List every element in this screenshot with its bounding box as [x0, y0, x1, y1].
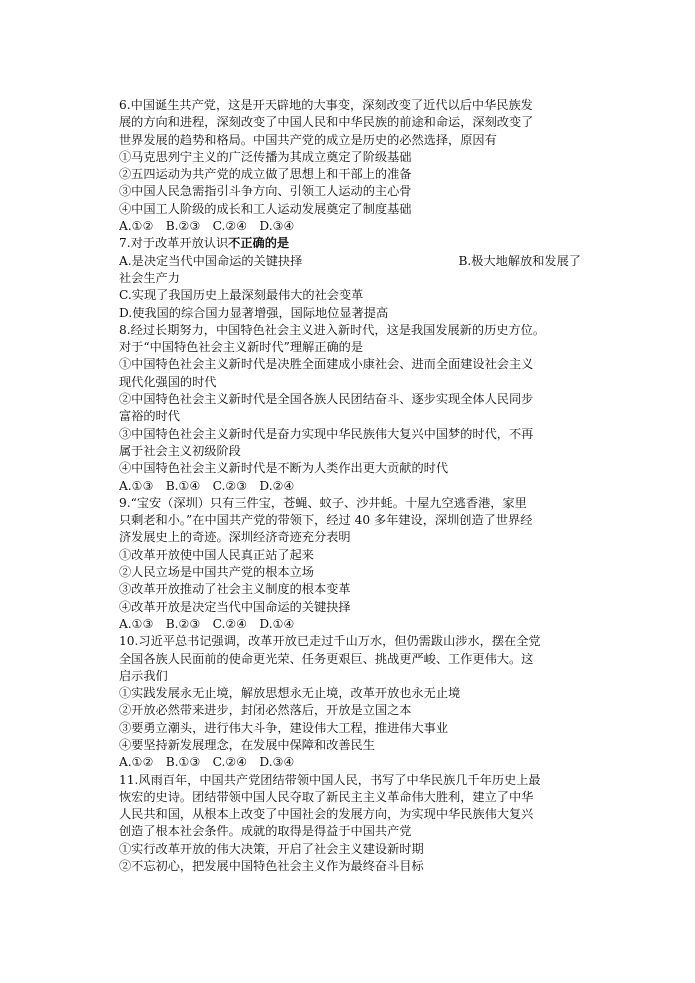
- q8-stem-line: 对于“中国特色社会主义新时代”理解正确的是: [119, 340, 364, 355]
- q11-stem-line: 创造了根本社会条件。成就的取得是得益于中国共产党: [119, 824, 412, 839]
- q9-stem-line: 9.“宝安（深圳）只有三件宝，苍蝇、蚊子、沙井蚝。十屋九空逃香港，家里: [119, 495, 527, 510]
- q10-item: ②开放必然带来进步，封闭必然落后，开放是立国之本: [119, 703, 412, 718]
- q6-item: ③中国人民急需指引斗争方向、引领工人运动的主心骨: [119, 184, 412, 199]
- q7-option-b-continued: 社会生产力: [119, 270, 180, 285]
- q9-stem-line: 济发展史上的奇迹。深圳经济奇迹充分表明: [119, 530, 351, 545]
- q7-options-row: [119, 253, 581, 270]
- q11-item: ①实行改革开放的伟大决策，开启了社会主义建设新时期: [119, 841, 424, 856]
- q8-item: ②中国特色社会主义新时代是全国各族人民团结奋斗、逐步实现全体人民同步: [119, 392, 534, 407]
- q11-stem-line: 11.风雨百年，中国共产党团结带领中国人民，书写了中华民族几千年历史上最: [119, 772, 541, 787]
- q10-item: ①实践发展永无止境，解放思想永无止境，改革开放也永无止境: [119, 686, 461, 701]
- q7-option-a: A.是决定当代中国命运的关键抉择: [119, 253, 303, 268]
- q9-item: ①改革开放使中国人民真正站了起来: [119, 547, 314, 562]
- q11-stem-line: 恢宏的史诗。团结带领中国人民夺取了新民主主义革命伟大胜利，建立了中华: [119, 789, 534, 804]
- q10-stem-line: 全国各族人民面前的使命更光荣、任务更艰巨、挑战更严峻、工作更伟大。这: [119, 651, 534, 666]
- question-11: [119, 772, 581, 876]
- q8-item: 富裕的时代: [119, 409, 180, 424]
- q8-options: A.①③ B.①④ C.②③ D.②④: [119, 478, 295, 493]
- q6-options: A.①② B.②③ C.②④ D.③④: [119, 219, 295, 234]
- q6-item: ①马克思列宁主义的广泛传播为其成立奠定了阶级基础: [119, 149, 412, 164]
- question-7: [119, 235, 581, 321]
- q7-stem-emphasis: 不正确的是: [228, 236, 290, 251]
- q11-stem-line: 人民共和国，从根本上改变了中国社会的发展方向，为实现中华民族伟大复兴: [119, 807, 534, 822]
- question-10: [119, 633, 581, 771]
- q8-item: ④中国特色社会主义新时代是不断为人类作出更大贡献的时代: [119, 461, 449, 476]
- q8-item: 现代化强国的时代: [119, 374, 217, 389]
- q7-option-d: D.使我国的综合国力显著增强，国际地位显著提高: [119, 305, 389, 320]
- question-8: [119, 322, 581, 495]
- q6-item: ②五四运动为共产党的成立做了思想上和干部上的准备: [119, 167, 412, 182]
- q10-item: ④要坚持新发展理念，在发展中保障和改善民生: [119, 737, 375, 752]
- q8-item: 属于社会主义初级阶段: [119, 443, 241, 458]
- q10-item: ③要勇立潮头，进行伟大斗争，建设伟大工程，推进伟大事业: [119, 720, 449, 735]
- question-6: [119, 97, 581, 235]
- q9-item: ④改革开放是决定当代中国命运的关键抉择: [119, 599, 351, 614]
- q7-option-b: B.极大地解放和发展了: [458, 253, 581, 268]
- question-9: [119, 495, 581, 633]
- q6-item: ④中国工人阶级的成长和工人运动发展奠定了制度基础: [119, 201, 412, 216]
- q10-options: A.①② B.①③ C.②④ D.③④: [119, 755, 295, 770]
- q8-stem-line: 8.经过长期努力，中国特色社会主义进入新时代，这是我国发展新的历史方位。: [119, 322, 546, 337]
- q9-item: ②人民立场是中国共产党的根本立场: [119, 565, 314, 580]
- q8-item: ③中国特色社会主义新时代是奋力实现中华民族伟大复兴中国梦的时代，不再: [119, 426, 534, 441]
- q10-stem-line: 启示我们: [119, 668, 168, 683]
- q11-item: ②不忘初心，把发展中国特色社会主义作为最终奋斗目标: [119, 859, 424, 874]
- q9-item: ③改革开放推动了社会主义制度的根本变革: [119, 582, 351, 597]
- q9-options: A.①③ B.②③ C.②④ D.①④: [119, 616, 295, 631]
- q6-stem-line: 展的方向和进程，深刻改变了中国人民和中华民族的前途和命运，深刻改变了: [119, 115, 534, 130]
- q6-stem-line: 6.中国诞生共产党，这是开天辟地的大事变，深刻改变了近代以后中华民族发: [119, 98, 533, 112]
- q7-stem: [119, 235, 581, 252]
- q10-stem-line: 10.习近平总书记强调，改革开放已走过千山万水，但仍需跋山涉水，摆在全党: [119, 634, 541, 649]
- q7-stem-prefix: 7.对于改革开放认识: [119, 236, 229, 251]
- exam-page: [119, 97, 581, 875]
- q8-item: ①中国特色社会主义新时代是决胜全面建成小康社会、进而全面建设社会主义: [119, 357, 534, 372]
- q9-stem-line: 只剩老和小。”在中国共产党的带领下，经过 40 多年建设，深圳创造了世界经: [119, 513, 533, 528]
- q7-option-c: C.实现了我国历史上最深刻最伟大的社会变革: [119, 288, 364, 303]
- q6-stem-line: 世界发展的趋势和格局。中国共产党的成立是历史的必然选择，原因有: [119, 132, 497, 147]
